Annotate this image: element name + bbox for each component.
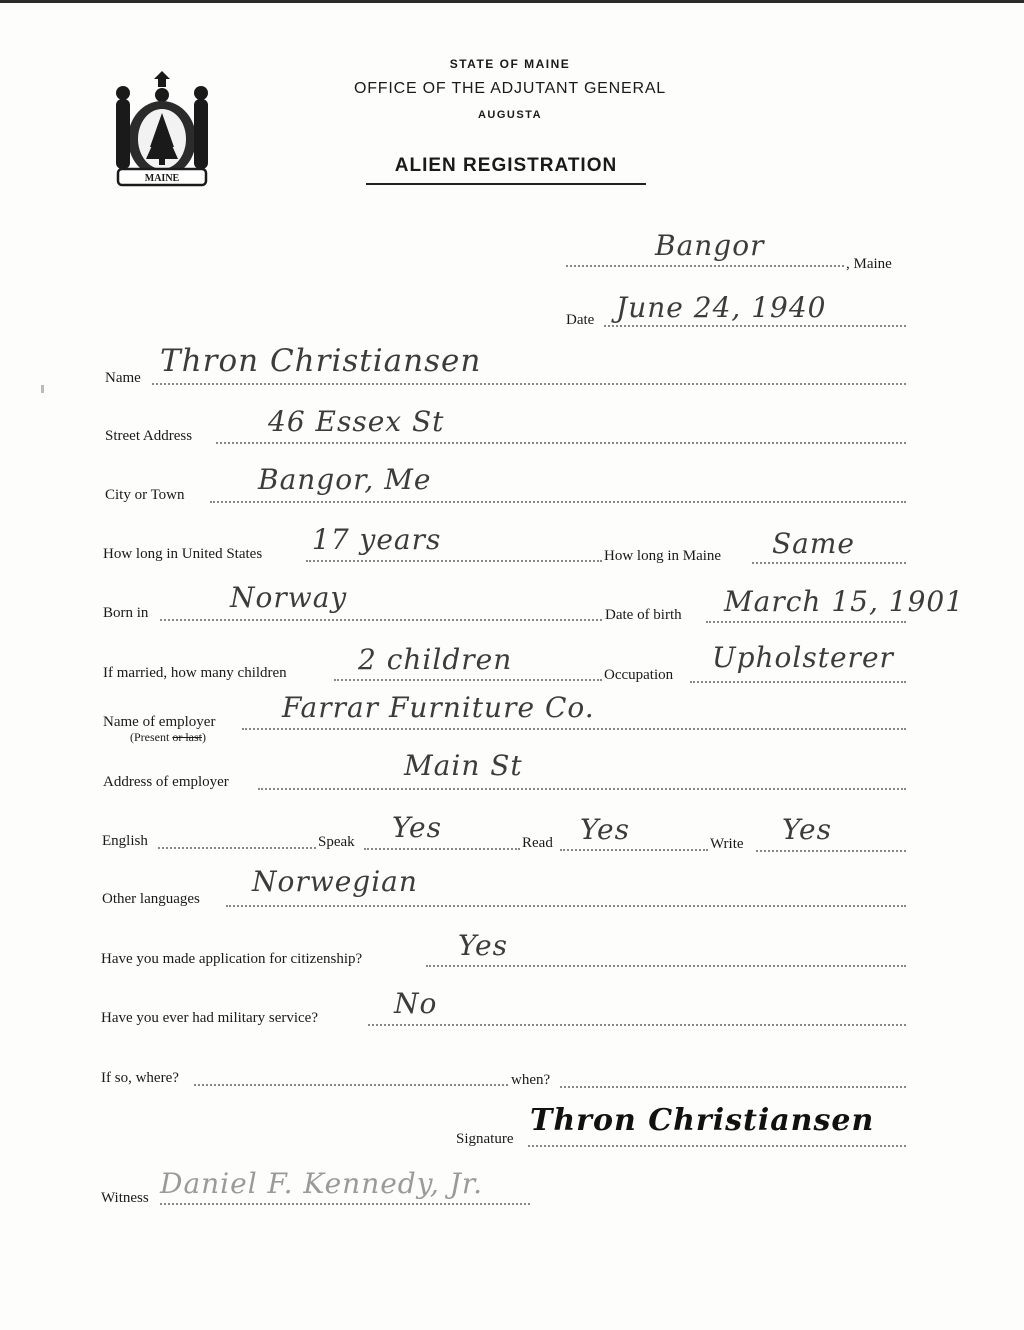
city-label: City or Town [105,487,185,503]
employer-value: Farrar Furniture Co. [282,691,595,724]
dob-value: March 15, 1901 [724,585,965,618]
born-label: Born in [103,605,149,621]
when-label: when? [511,1072,551,1088]
languages-line [226,905,906,907]
street-label: Street Address [105,428,193,444]
name-line [152,383,906,385]
us-line [306,560,602,562]
witness-value: Daniel F. Kennedy, Jr. [160,1167,484,1200]
citizenship-value: Yes [458,929,508,962]
dob-line [706,621,906,623]
military-value: No [394,987,438,1020]
date-label: Date [566,312,595,328]
struck-text: or last [172,730,202,744]
signature-line [528,1145,906,1147]
employer-line [242,728,906,730]
date-value: June 24, 1940 [616,291,827,324]
when-line [560,1086,906,1088]
date-line [604,325,906,327]
where-label: If so, where? [101,1070,179,1086]
read-label: Read [522,835,553,851]
employer-label: Name of employer [103,714,216,730]
born-value: Norway [230,581,348,614]
city-value: Bangor, Me [258,463,432,496]
maine-line [752,562,906,564]
name-label: Name [105,370,141,386]
dob-label: Date of birth [605,607,682,623]
signature-label: Signature [456,1131,514,1147]
place-suffix: , Maine [846,256,892,272]
witness-line [160,1203,530,1205]
speak-value: Yes [392,811,442,844]
signature-value: Thron Christiansen [530,1103,875,1138]
born-line [160,619,602,621]
english-label: English [102,833,148,849]
witness-label: Witness [101,1190,149,1206]
employer-sublabel: (Present or last) [130,730,206,744]
street-value: 46 Essex St [268,405,445,438]
stray-mark [41,385,44,393]
where-line [194,1084,508,1086]
name-value: Thron Christiansen [160,343,482,379]
header-city: AUGUSTA [477,109,543,121]
us-value: 17 years [312,523,442,556]
children-label: If married, how many children [103,665,287,681]
form-title: ALIEN REGISTRATION [366,155,646,185]
occupation-label: Occupation [604,667,674,683]
speak-line [364,848,520,850]
military-line [368,1024,906,1026]
seal-text: MAINE [144,173,180,184]
place-line [566,265,844,267]
maine-value: Same [772,527,855,560]
speak-label: Speak [318,834,355,850]
header-office: OFFICE OF THE ADJUTANT GENERAL [353,80,667,97]
citizenship-line [426,965,906,967]
maine-label: How long in Maine [604,548,722,564]
occupation-value: Upholsterer [712,641,894,674]
children-line [334,679,602,681]
english-line [158,847,316,849]
write-label: Write [710,836,744,852]
employer-address-value: Main St [404,749,523,782]
languages-value: Norwegian [252,865,418,898]
us-label: How long in United States [103,546,263,562]
military-label: Have you ever had military service? [101,1010,318,1026]
header-state: STATE OF MAINE [449,57,571,71]
occupation-line [690,681,906,683]
city-line [210,501,906,503]
write-line [756,850,906,852]
employer-address-label: Address of employer [103,774,229,790]
street-line [216,442,906,444]
write-value: Yes [782,813,832,846]
employer-address-line [258,788,906,790]
citizenship-label: Have you made application for citizenship? [101,951,363,967]
read-line [560,849,708,851]
place-value: Bangor [655,229,765,262]
state-seal [108,69,216,193]
children-value: 2 children [358,643,513,676]
read-value: Yes [580,813,630,846]
languages-label: Other languages [102,891,200,907]
